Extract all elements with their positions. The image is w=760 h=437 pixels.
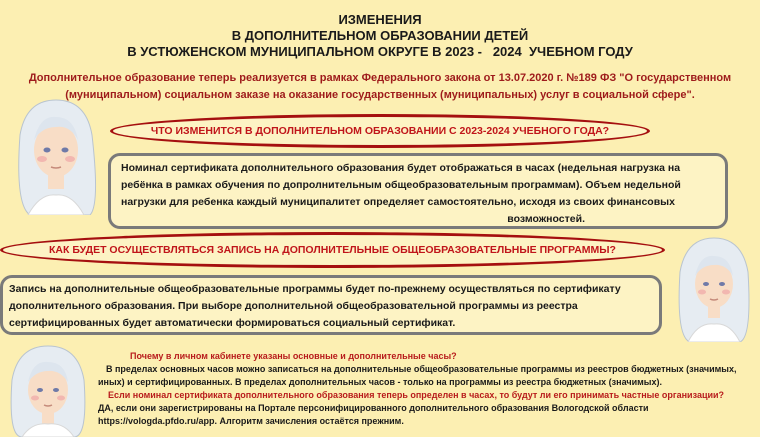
faq-answer-2-line-2: https://vologda.pfdo.ru/app. Алгоритм зачисления остаётся прежним. (98, 416, 404, 426)
girl-illustration (668, 232, 760, 342)
title-line-2: В ДОПОЛНИТЕЛЬНОМ ОБРАЗОВАНИИ ДЕТЕЙ (231, 28, 529, 43)
intro-text (20, 70, 740, 104)
page-title (60, 12, 700, 60)
faq-answer-1 (98, 363, 758, 389)
faq-answer-2-line-1: ДА, если они зарегистрированы на Портале персонифицированного дополнительного образования Вологодской области (98, 403, 649, 413)
answer-2-line-3: сертифицированных будет автоматически формироваться социальный сертификат. (9, 317, 456, 329)
answer-1-line-1: Номинал сертификата дополнительного образования будет отображаться в часах (недельная нагрузка на (121, 162, 681, 174)
answer-2-box (0, 275, 662, 335)
title-line-3: В УСТЮЖЕНСКОМ МУНИЦИПАЛЬНОМ ОКРУГЕ В 2023 - 2024 УЧЕБНОМ ГОДУ (127, 44, 633, 59)
question-1-text: ЧТО ИЗМЕНИТСЯ В ДОПОЛНИТЕЛЬНОМ ОБРАЗОВАНИИ С 2023-2024 УЧЕБНОГО ГОДА? (150, 125, 610, 137)
title-line-1: ИЗМЕНЕНИЯ (338, 12, 422, 27)
answer-1-line-2: ребёнка в рамках обучения по допролнительным общеобразовательным программам). Объем недельной (121, 179, 681, 191)
answer-1-box (108, 153, 728, 229)
faq-answer-2 (98, 402, 758, 428)
intro-line-2: (муниципальном) социальном заказе на оказание государственных (муниципальных) услуг в социальной сфере". (65, 89, 695, 101)
faq-answer-1-line-1: В пределах основных часов можно записаться на дополнительные общеобразовательные программы из реестров бюджетных (значимых, (106, 364, 737, 374)
question-2-text: КАК БУДЕТ ОСУЩЕСТВЛЯТЬСЯ ЗАПИСЬ НА ДОПОЛНИТЕЛЬНЫЕ ОБЩЕОБРАЗОВАТЕЛЬНЫЕ ПРОГРАММЫ? (49, 244, 616, 256)
faq-question-2: Если номинал сертификата дополнительного образования теперь определен в часах, то будут ли его принимать частные организации? (108, 390, 725, 400)
girl-illustration (0, 342, 96, 437)
answer-2-line-1: Запись на дополнительные общеобразовательные программы будет по-прежнему осуществляться по сертификату (9, 283, 621, 295)
faq-question-1: Почему в личном кабинете указаны основные и дополнительные часы? (130, 351, 457, 361)
intro-line-1: Дополнительное образование теперь реализуется в рамках Федерального закона от 13.07.2020 г. №189 ФЗ "О государственном (28, 72, 732, 84)
question-1-oval (110, 114, 650, 148)
answer-2-line-2: дополнительного образования. При выборе дополнительной общеобразовательной программы из реестра (9, 300, 578, 312)
question-2-oval (0, 232, 665, 268)
answer-1-line-3: нагрузки для ребенка каждый муниципалитет определяет самостоятельно, исходя из своих финансовых (121, 196, 675, 208)
girl-illustration (0, 95, 112, 215)
answer-1-line-4: возможностей. (507, 213, 585, 225)
faq-answer-1-line-2: иных) и сертифицированных. В пределах дополнительных часов - только на программы из реестра бюджетных (значимых). (98, 377, 662, 387)
